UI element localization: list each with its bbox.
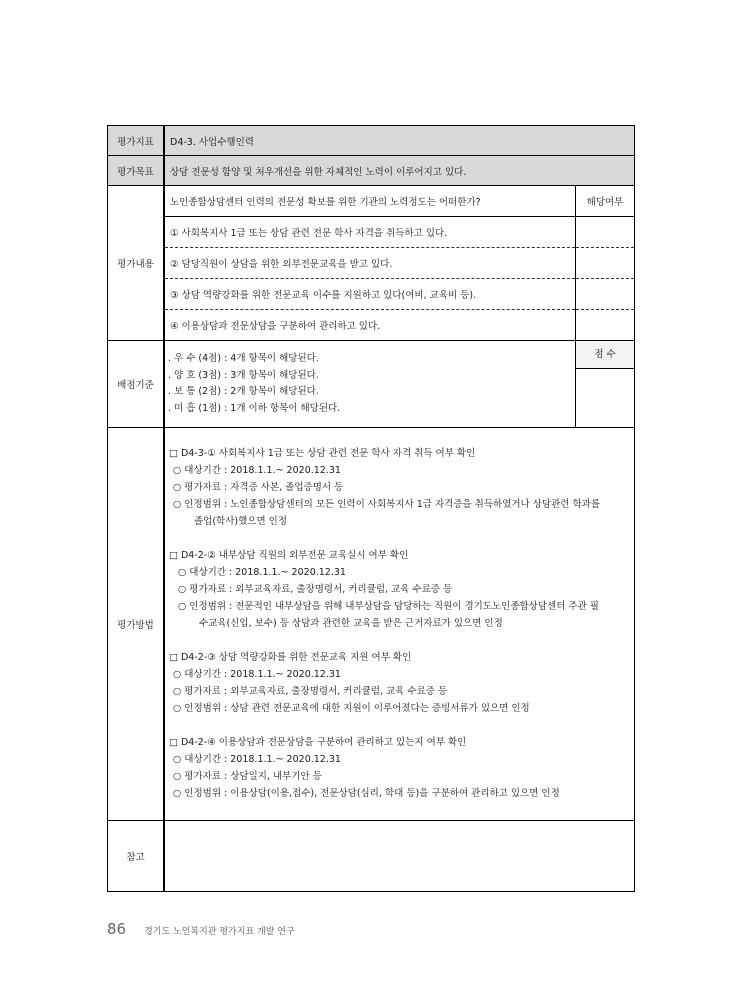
method-line: ○ 인정범위 : 전문적인 내부상담을 위해 내부상담을 담당하는 직원이 경기도노인종합상담센터 주관 필	[178, 601, 599, 612]
goal-value: 상담 전문성 함양 및 처우개선을 위한 자체적인 노력이 이루어지고 있다.	[164, 156, 635, 186]
applicability-header: 해당여부	[576, 186, 635, 217]
method-block-2	[169, 547, 630, 632]
method-cell	[164, 428, 635, 821]
scoring-cell	[164, 341, 635, 428]
note-label: 참고	[108, 821, 165, 892]
method-continuation: 졸업(학사)했으면 인정	[194, 516, 288, 527]
method-line: ○ 인정범위 : 이용상담(이용,접수), 전문상담(심리, 학대 등)을 구분하여 관리하고 있으면 인정	[173, 788, 560, 799]
method-title: □ D4-2-④ 이용상담과 전문상담을 구분하여 관리하고 있는지 여부 확인	[169, 737, 467, 748]
page-footer	[107, 920, 295, 938]
note-row	[108, 821, 635, 892]
goal-row	[108, 156, 635, 186]
indicator-row	[108, 126, 635, 156]
page-number: 86	[107, 920, 127, 938]
applicability-cell	[576, 279, 635, 310]
method-block-3	[169, 649, 630, 717]
content-cell	[164, 186, 635, 341]
indicator-label: 평가지표	[108, 126, 165, 156]
content-item: ④ 이용상담과 전문상담을 구분하여 관리하고 있다.	[170, 321, 381, 332]
score-input-cell	[576, 369, 634, 427]
method-block-1	[169, 445, 630, 530]
method-line: ○ 대상기간 : 2018.1.1.~ 2020.12.31	[173, 465, 341, 476]
method-line: ○ 인정범위 : 노인종합상담센터의 모든 인력이 사회복지사 1급 자격증을 취득하였거나 상담관련 학과를	[173, 499, 601, 510]
applicability-cell	[576, 310, 635, 341]
indicator-value: D4-3. 사업수행인력	[164, 126, 635, 156]
applicability-cell	[576, 217, 635, 248]
method-line: ○ 평가자료 : 외부교육자료, 출장명령서, 커리큘럼, 교육 수료증 등	[178, 584, 453, 595]
method-title: □ D4-3-① 사회복지사 1급 또는 상담 관련 전문 학사 자격 취득 여부 확인	[169, 448, 476, 459]
content-question: 노인종합상담센터 인력의 전문성 확보를 위한 기관의 노력정도는 어떠한가?	[165, 186, 576, 217]
content-row	[108, 186, 635, 341]
score-header: 점 수	[576, 341, 634, 369]
method-line: ○ 평가자료 : 외부교육자료, 출장명령서, 커리큘럼, 교육 수료증 등	[173, 686, 448, 697]
method-title: □ D4-2-② 내부상담 직원의 외부전문 교육실시 여부 확인	[169, 550, 409, 561]
scoring-item: . 미 흡 (1점) : 1개 이하 항목이 해당된다.	[168, 402, 341, 414]
applicability-cell	[576, 248, 635, 279]
content-item: ② 담당직원이 상담을 위한 외부전문교육을 받고 있다.	[165, 248, 576, 279]
method-label: 평가방법	[108, 428, 165, 821]
scoring-row	[108, 341, 635, 428]
method-line: ○ 평가자료 : 상담일지, 내부기안 등	[173, 771, 322, 782]
scoring-item: . 보 통 (2점) : 2개 항목이 해당된다.	[168, 386, 319, 397]
content-item: ③ 상담 역량강화를 위한 전문교육 이수를 지원하고 있다(여비, 교육비 등).	[165, 279, 576, 310]
method-line: ○ 평가자료 : 자격증 사본, 졸업증명서 등	[173, 482, 344, 493]
evaluation-table	[107, 125, 635, 892]
method-row	[108, 428, 635, 821]
note-content	[164, 821, 635, 892]
scoring-criteria	[165, 341, 575, 427]
method-line: ○ 인정범위 : 상담 관련 전문교육에 대한 지원이 이루어졌다는 증빙서류가 있으면 인정	[173, 703, 530, 714]
content-label: 평가내용	[108, 186, 165, 341]
method-block-4	[169, 734, 630, 802]
content-inner-table	[165, 186, 634, 340]
scoring-item: . 우 수 (4점) : 4개 항목이 해당된다.	[168, 353, 319, 364]
content-item: ① 사회복지사 1급 또는 상담 관련 전문 학사 자격을 취득하고 있다.	[165, 217, 576, 248]
method-continuation: 수교육(신입, 보수) 등 상담과 관련한 교육을 받은 근거자료가 있으면 인정	[199, 618, 503, 629]
scoring-item: . 양 호 (3점) : 3개 항목이 해당된다.	[168, 369, 319, 381]
method-title: □ D4-2-③ 상담 역량강화를 위한 전문교육 지원 여부 확인	[169, 652, 412, 663]
method-line: ○ 대상기간 : 2018.1.1.~ 2020.12.31	[173, 754, 341, 765]
score-column	[575, 341, 634, 427]
method-line: ○ 대상기간 : 2018.1.1.~ 2020.12.31	[173, 669, 341, 680]
document-title: 경기도 노인복지관 평가지표 개발 연구	[144, 927, 295, 937]
scoring-label: 배점기준	[108, 341, 165, 428]
goal-label: 평가목표	[108, 156, 165, 186]
method-line: ○ 대상기간 : 2018.1.1.~ 2020.12.31	[178, 567, 346, 578]
